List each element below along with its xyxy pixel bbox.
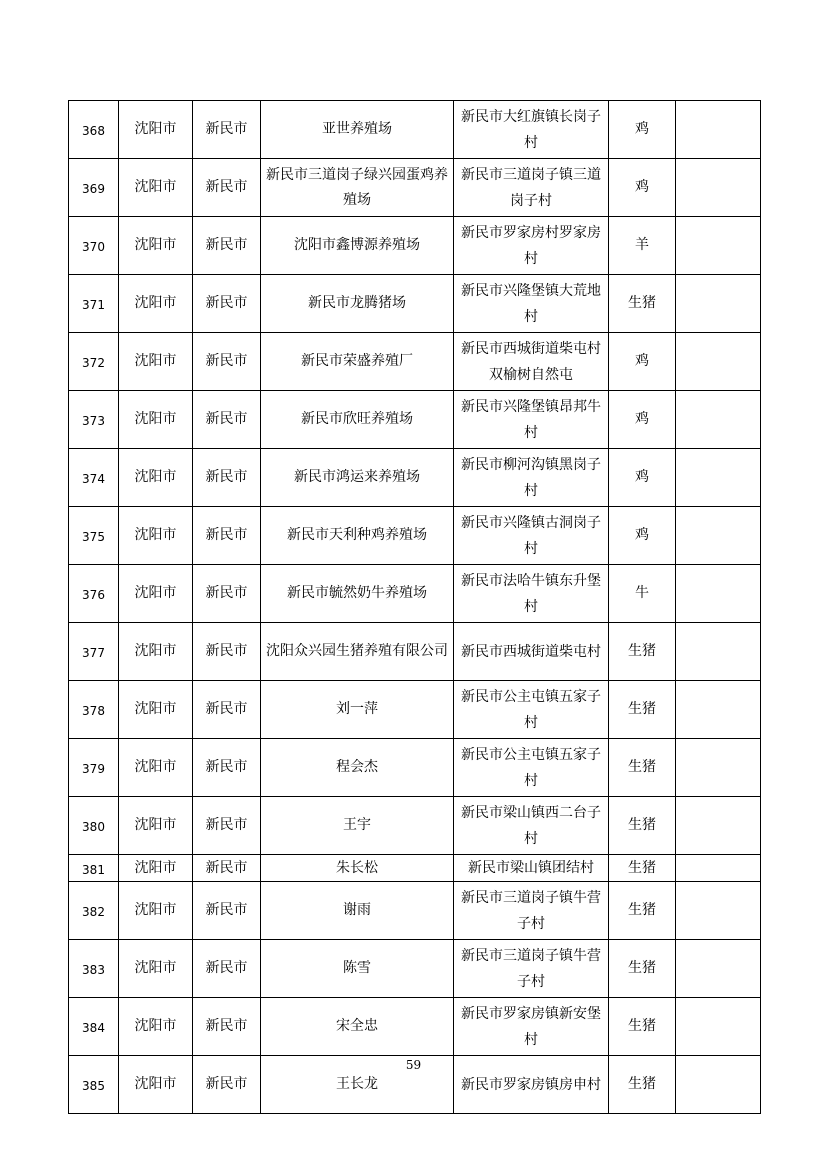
- farm-name-cell: 程会杰: [261, 739, 454, 797]
- city-cell: 沈阳市: [119, 507, 193, 565]
- table-row: [69, 507, 761, 565]
- farm-name-cell: 谢雨: [261, 882, 454, 940]
- note-cell: [676, 159, 761, 217]
- address-cell: 新民市西城街道柴屯村双榆树自然屯: [454, 333, 609, 391]
- address-cell: 新民市三道岗子镇三道岗子村: [454, 159, 609, 217]
- city-cell: 沈阳市: [119, 855, 193, 882]
- address-cell: 新民市公主屯镇五家子村: [454, 739, 609, 797]
- farm-name-cell: 新民市欣旺养殖场: [261, 391, 454, 449]
- address-cell: 新民市梁山镇团结村: [454, 855, 609, 882]
- county-cell: 新民市: [193, 882, 261, 940]
- address-cell: 新民市柳河沟镇黑岗子村: [454, 449, 609, 507]
- row-number: 368: [69, 101, 119, 159]
- note-cell: [676, 681, 761, 739]
- row-number: 374: [69, 449, 119, 507]
- farm-name-cell: 亚世养殖场: [261, 101, 454, 159]
- farm-name-cell: 王长龙: [261, 1056, 454, 1114]
- county-cell: 新民市: [193, 1056, 261, 1114]
- city-cell: 沈阳市: [119, 159, 193, 217]
- farm-name-cell: 王宇: [261, 797, 454, 855]
- note-cell: [676, 739, 761, 797]
- note-cell: [676, 565, 761, 623]
- county-cell: 新民市: [193, 507, 261, 565]
- species-cell: 生猪: [609, 275, 676, 333]
- table-row: [69, 159, 761, 217]
- county-cell: 新民市: [193, 159, 261, 217]
- table-row: [69, 275, 761, 333]
- species-cell: 羊: [609, 217, 676, 275]
- species-cell: 鸡: [609, 333, 676, 391]
- city-cell: 沈阳市: [119, 739, 193, 797]
- row-number: 375: [69, 507, 119, 565]
- farm-name-cell: 陈雪: [261, 940, 454, 998]
- county-cell: 新民市: [193, 565, 261, 623]
- city-cell: 沈阳市: [119, 391, 193, 449]
- address-cell: 新民市罗家房镇房申村: [454, 1056, 609, 1114]
- row-number: 385: [69, 1056, 119, 1114]
- table-row: [69, 797, 761, 855]
- farm-name-cell: 新民市荣盛养殖厂: [261, 333, 454, 391]
- address-cell: 新民市罗家房村罗家房村: [454, 217, 609, 275]
- row-number: 373: [69, 391, 119, 449]
- address-cell: 新民市梁山镇西二台子村: [454, 797, 609, 855]
- table-row: [69, 391, 761, 449]
- note-cell: [676, 101, 761, 159]
- farm-name-cell: 沈阳众兴园生猪养殖有限公司: [261, 623, 454, 681]
- county-cell: 新民市: [193, 998, 261, 1056]
- species-cell: 生猪: [609, 1056, 676, 1114]
- species-cell: 鸡: [609, 159, 676, 217]
- farm-name-cell: 新民市三道岗子绿兴园蛋鸡养殖场: [261, 159, 454, 217]
- county-cell: 新民市: [193, 333, 261, 391]
- county-cell: 新民市: [193, 101, 261, 159]
- address-cell: 新民市兴隆堡镇昂邦牛村: [454, 391, 609, 449]
- table-row: [69, 882, 761, 940]
- county-cell: 新民市: [193, 275, 261, 333]
- city-cell: 沈阳市: [119, 449, 193, 507]
- city-cell: 沈阳市: [119, 998, 193, 1056]
- county-cell: 新民市: [193, 391, 261, 449]
- farm-table: [68, 100, 761, 1114]
- county-cell: 新民市: [193, 681, 261, 739]
- note-cell: [676, 882, 761, 940]
- note-cell: [676, 998, 761, 1056]
- farm-name-cell: 刘一萍: [261, 681, 454, 739]
- county-cell: 新民市: [193, 940, 261, 998]
- farm-name-cell: 新民市天利种鸡养殖场: [261, 507, 454, 565]
- city-cell: 沈阳市: [119, 1056, 193, 1114]
- note-cell: [676, 623, 761, 681]
- address-cell: 新民市三道岗子镇牛营子村: [454, 940, 609, 998]
- species-cell: 鸡: [609, 101, 676, 159]
- species-cell: 生猪: [609, 998, 676, 1056]
- note-cell: [676, 275, 761, 333]
- address-cell: 新民市公主屯镇五家子村: [454, 681, 609, 739]
- table-row: [69, 449, 761, 507]
- county-cell: 新民市: [193, 797, 261, 855]
- table-row: [69, 217, 761, 275]
- species-cell: 牛: [609, 565, 676, 623]
- note-cell: [676, 855, 761, 882]
- county-cell: 新民市: [193, 739, 261, 797]
- farm-name-cell: 新民市鸿运来养殖场: [261, 449, 454, 507]
- species-cell: 生猪: [609, 940, 676, 998]
- address-cell: 新民市兴隆镇古洞岗子村: [454, 507, 609, 565]
- note-cell: [676, 217, 761, 275]
- species-cell: 鸡: [609, 391, 676, 449]
- address-cell: 新民市大红旗镇长岗子村: [454, 101, 609, 159]
- county-cell: 新民市: [193, 623, 261, 681]
- table-row: [69, 623, 761, 681]
- city-cell: 沈阳市: [119, 681, 193, 739]
- row-number: 376: [69, 565, 119, 623]
- address-cell: 新民市兴隆堡镇大荒地村: [454, 275, 609, 333]
- city-cell: 沈阳市: [119, 333, 193, 391]
- farm-name-cell: 新民市毓然奶牛养殖场: [261, 565, 454, 623]
- table-row: [69, 998, 761, 1056]
- row-number: 372: [69, 333, 119, 391]
- county-cell: 新民市: [193, 855, 261, 882]
- row-number: 378: [69, 681, 119, 739]
- species-cell: 生猪: [609, 797, 676, 855]
- row-number: 371: [69, 275, 119, 333]
- species-cell: 鸡: [609, 507, 676, 565]
- row-number: 383: [69, 940, 119, 998]
- table-row: [69, 940, 761, 998]
- page-number: 59: [405, 1058, 422, 1072]
- row-number: 369: [69, 159, 119, 217]
- note-cell: [676, 333, 761, 391]
- city-cell: 沈阳市: [119, 623, 193, 681]
- address-cell: 新民市罗家房镇新安堡村: [454, 998, 609, 1056]
- note-cell: [676, 449, 761, 507]
- city-cell: 沈阳市: [119, 882, 193, 940]
- row-number: 381: [69, 855, 119, 882]
- row-number: 370: [69, 217, 119, 275]
- address-cell: 新民市西城街道柴屯村: [454, 623, 609, 681]
- farm-name-cell: 宋全忠: [261, 998, 454, 1056]
- county-cell: 新民市: [193, 449, 261, 507]
- city-cell: 沈阳市: [119, 797, 193, 855]
- farm-name-cell: 朱长松: [261, 855, 454, 882]
- address-cell: 新民市三道岗子镇牛营子村: [454, 882, 609, 940]
- row-number: 384: [69, 998, 119, 1056]
- city-cell: 沈阳市: [119, 101, 193, 159]
- note-cell: [676, 507, 761, 565]
- city-cell: 沈阳市: [119, 217, 193, 275]
- species-cell: 生猪: [609, 623, 676, 681]
- row-number: 380: [69, 797, 119, 855]
- table-row: [69, 333, 761, 391]
- note-cell: [676, 391, 761, 449]
- note-cell: [676, 797, 761, 855]
- table-row: [69, 739, 761, 797]
- row-number: 377: [69, 623, 119, 681]
- city-cell: 沈阳市: [119, 275, 193, 333]
- address-cell: 新民市法哈牛镇东升堡村: [454, 565, 609, 623]
- farm-name-cell: 沈阳市鑫博源养殖场: [261, 217, 454, 275]
- county-cell: 新民市: [193, 217, 261, 275]
- species-cell: 生猪: [609, 855, 676, 882]
- row-number: 379: [69, 739, 119, 797]
- row-number: 382: [69, 882, 119, 940]
- table-row: [69, 681, 761, 739]
- farm-table-body: [69, 101, 761, 1114]
- species-cell: 生猪: [609, 681, 676, 739]
- table-row: [69, 565, 761, 623]
- farm-name-cell: 新民市龙腾猪场: [261, 275, 454, 333]
- table-row: [69, 855, 761, 882]
- table-row: [69, 101, 761, 159]
- species-cell: 生猪: [609, 739, 676, 797]
- city-cell: 沈阳市: [119, 565, 193, 623]
- species-cell: 鸡: [609, 449, 676, 507]
- species-cell: 生猪: [609, 882, 676, 940]
- city-cell: 沈阳市: [119, 940, 193, 998]
- note-cell: [676, 940, 761, 998]
